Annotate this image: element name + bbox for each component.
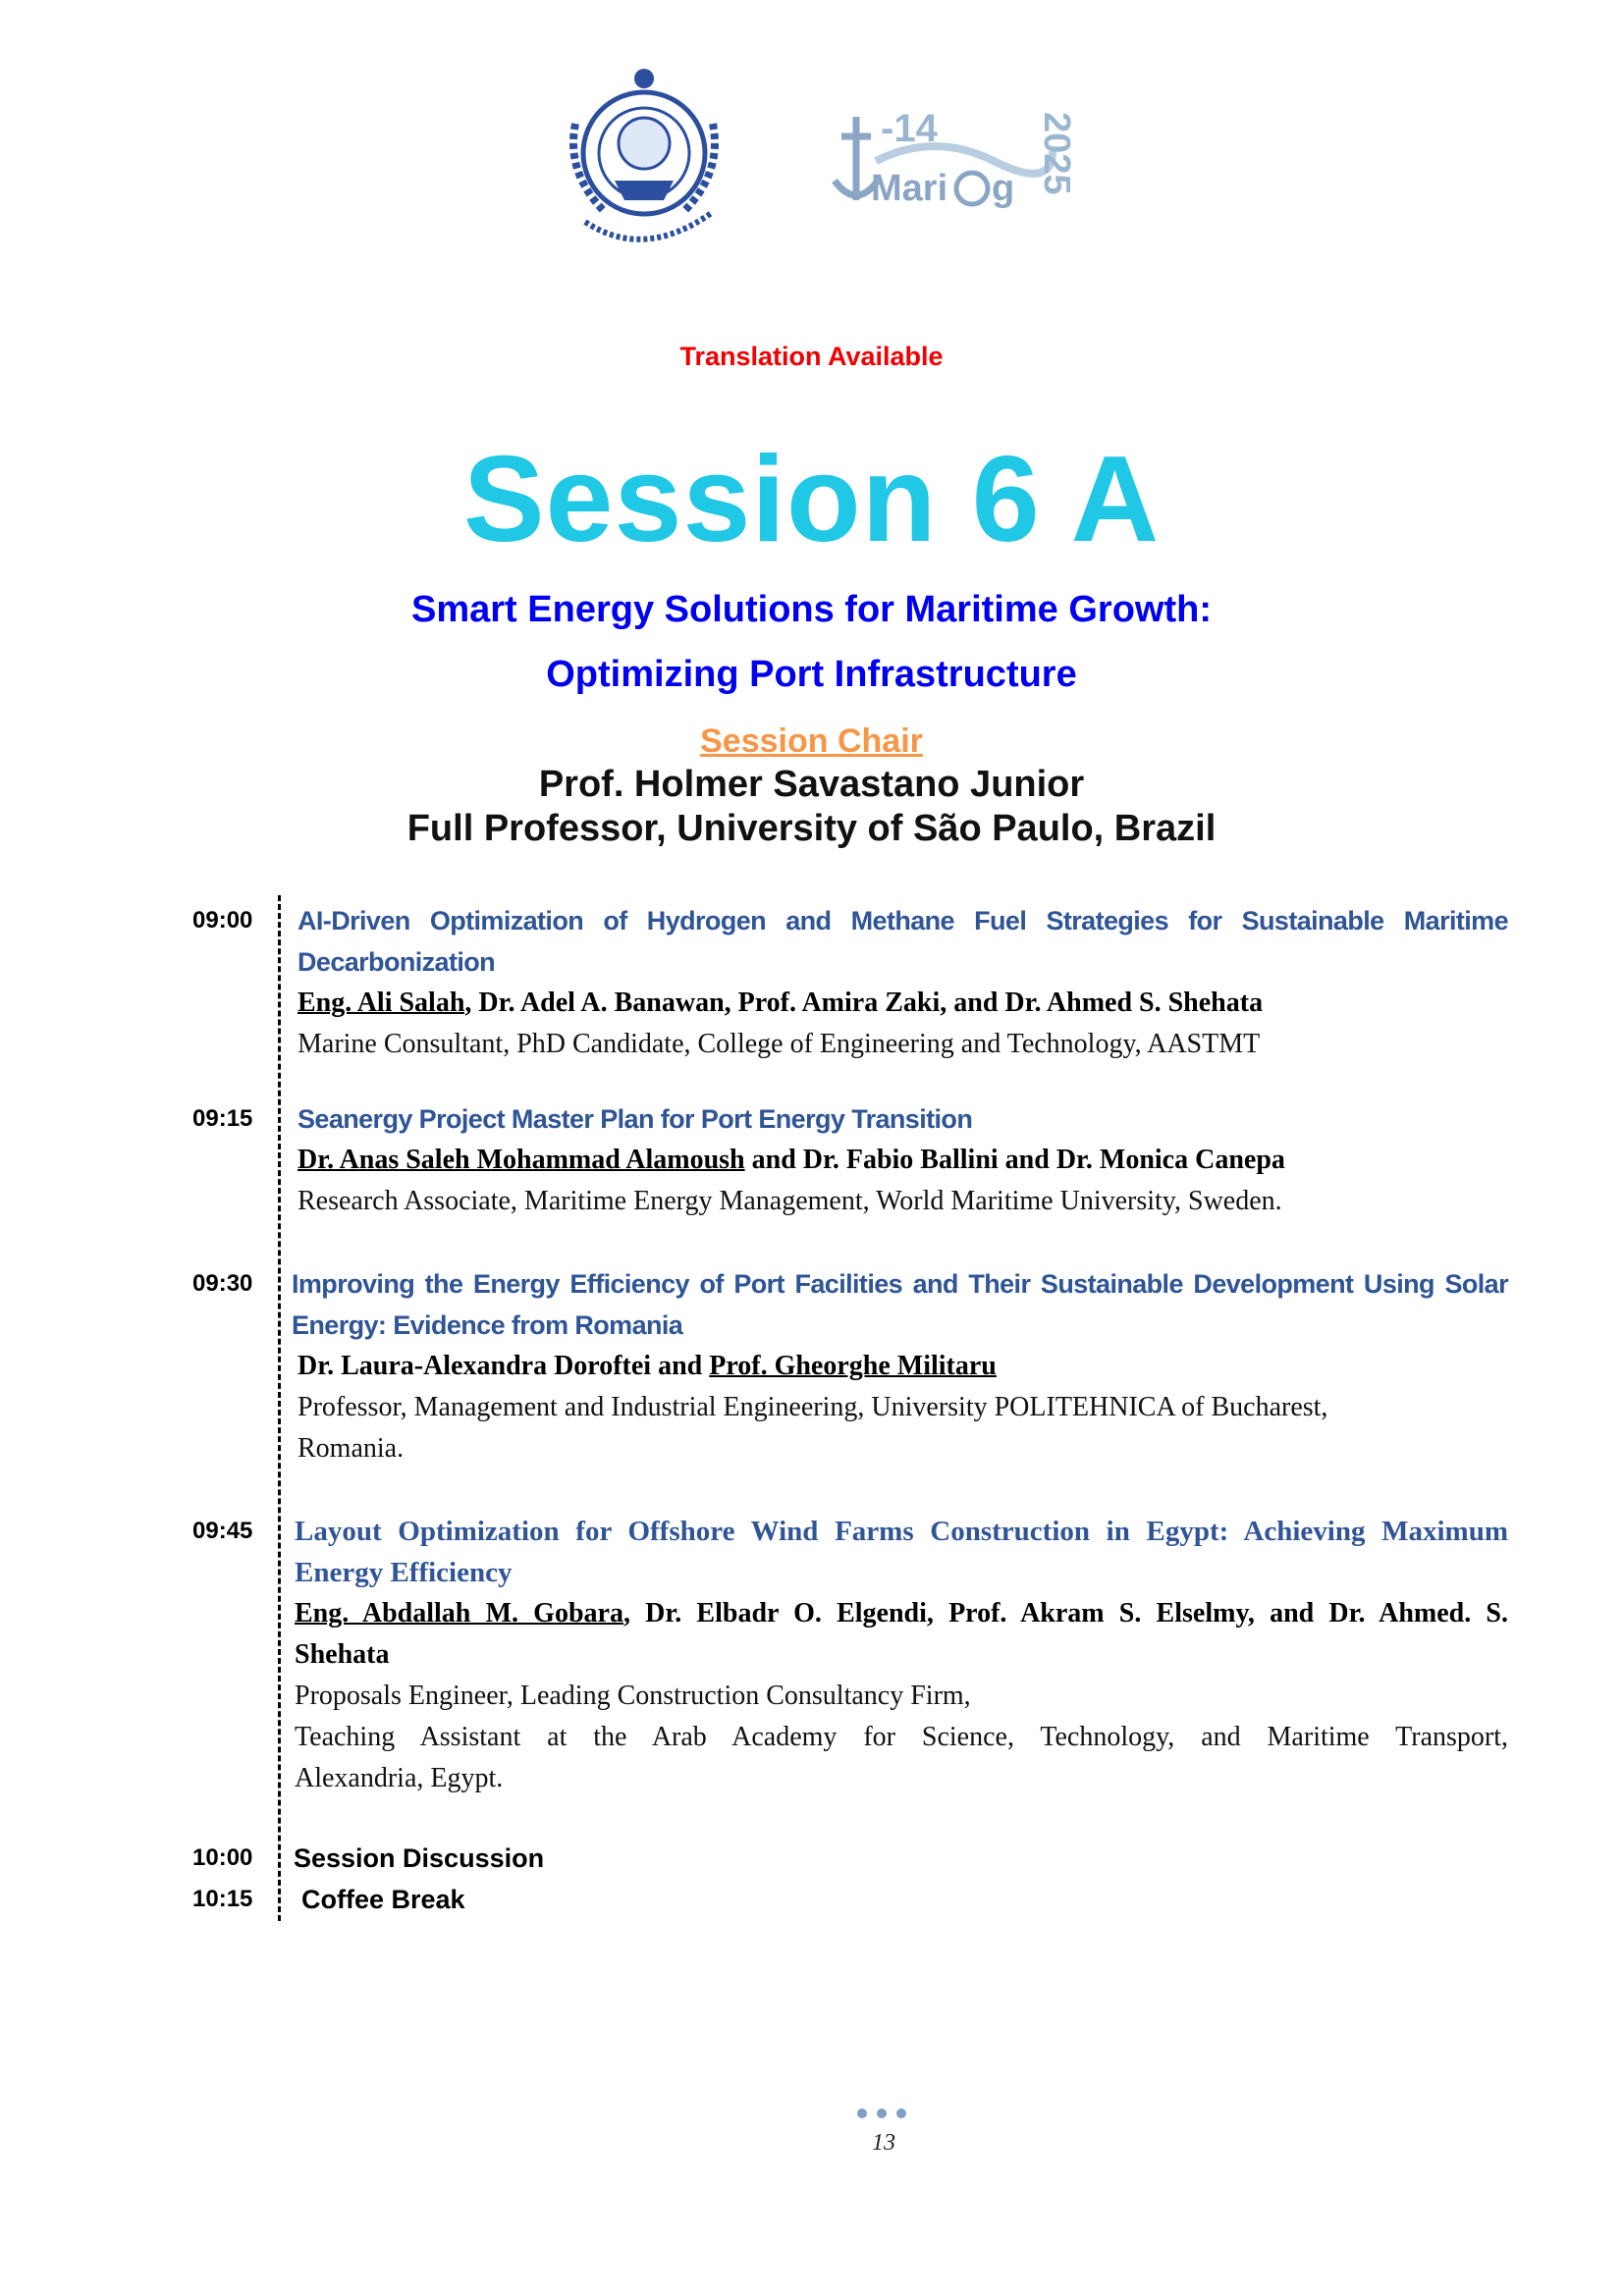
coffee-break: Coffee Break xyxy=(301,1885,465,1914)
author-affiliation: Teaching Assistant at the Arab Academy for Science, Technology, and Maritime Transport, xyxy=(295,1722,1508,1752)
co-authors: Shehata xyxy=(295,1639,390,1670)
schedule-item xyxy=(295,1511,1508,1799)
author-affiliation: Marine Consultant, PhD Candidate, College of Engineering and Technology, AASTMT xyxy=(298,1029,1261,1059)
chair-name: Prof. Holmer Savastano Junior xyxy=(538,764,1085,805)
presenting-author: Dr. Anas Saleh Mohammad Alamoush xyxy=(298,1145,745,1175)
author-affiliation: Proposals Engineer, Leading Construction Consultancy Firm, xyxy=(295,1681,971,1711)
svg-text:2025: 2025 xyxy=(1036,112,1077,195)
co-authors: and Dr. Fabio Ballini and Dr. Monica Canepa xyxy=(744,1145,1285,1175)
presenting-author: Prof. Gheorghe Militaru xyxy=(709,1351,997,1381)
session-subtitle-line-2: Optimizing Port Infrastructure xyxy=(546,654,1077,695)
talk-authors xyxy=(295,1634,1508,1676)
talk-title: Seanergy Project Master Plan for Port Energy Transition xyxy=(298,1104,973,1134)
talk-title: Energy: Evidence from Romania xyxy=(292,1310,683,1340)
presenting-author: Eng. Abdallah M. Gobara xyxy=(295,1598,623,1629)
translation-available-note: Translation Available xyxy=(679,342,944,371)
talk-authors xyxy=(295,1593,1508,1634)
talk-authors xyxy=(298,983,1508,1024)
time-label: 10:15 xyxy=(192,1886,253,1912)
talk-title: Energy Efficiency xyxy=(295,1557,513,1588)
session-chair-label: Session Chair xyxy=(700,722,923,760)
presenting-author: Eng. Ali Salah, xyxy=(298,988,472,1018)
svg-text:-14: -14 xyxy=(881,107,938,150)
co-authors: , Dr. Elbadr O. Elgendi, Prof. Akram S. Elselmy, and Dr. Ahmed. S. xyxy=(622,1598,1509,1629)
author-affiliation: Romania. xyxy=(298,1433,405,1464)
talk-title: Decarbonization xyxy=(298,947,496,977)
time-label: 09:30 xyxy=(192,1270,253,1297)
co-authors: Dr. Laura-Alexandra Doroftei and xyxy=(298,1351,710,1381)
time-label: 09:00 xyxy=(192,907,253,934)
talk-title: Layout Optimization for Offshore Wind Farms Construction in Egypt: Achieving Maximum xyxy=(295,1516,1508,1547)
time-label: 10:00 xyxy=(192,1844,253,1871)
session-title: Session 6 A xyxy=(462,432,1161,567)
time-label: 09:15 xyxy=(192,1105,253,1132)
author-affiliation: Professor, Management and Industrial Engineering, University POLITEHNICA of Bucharest, xyxy=(298,1392,1328,1422)
schedule-item xyxy=(298,900,1508,1065)
session-subtitle-line-1: Smart Energy Solutions for Maritime Growth: xyxy=(411,589,1212,630)
timeline-dashed-line xyxy=(278,895,281,1921)
talk-title: Improving the Energy Efficiency of Port Facilities and Their Sustainable Development Using Solar xyxy=(292,1269,1508,1299)
time-label: 09:45 xyxy=(192,1518,253,1544)
session-discussion: Session Discussion xyxy=(294,1843,545,1873)
svg-text:Mari: Mari xyxy=(871,168,948,209)
talk-authors xyxy=(298,1140,1508,1181)
talk-title: AI-Driven Optimization of Hydrogen and Methane Fuel Strategies for Sustainable Maritime xyxy=(298,906,1508,935)
page-number: 13 xyxy=(872,2130,895,2156)
schedule-item xyxy=(298,1098,1508,1222)
talk-authors xyxy=(292,1346,1508,1387)
footer-dots-ornament xyxy=(857,2109,906,2118)
academy-logo xyxy=(546,65,747,253)
author-affiliation: Research Associate, Maritime Energy Management, World Maritime University, Sweden. xyxy=(298,1186,1282,1216)
svg-text:g: g xyxy=(992,168,1015,209)
marilog-logo xyxy=(827,102,1082,222)
author-affiliation: Alexandria, Egypt. xyxy=(295,1763,504,1793)
co-authors: Dr. Adel A. Banawan, Prof. Amira Zaki, and Dr. Ahmed S. Shehata xyxy=(471,988,1264,1018)
schedule-item xyxy=(292,1263,1508,1469)
chair-affiliation: Full Professor, University of São Paulo, Brazil xyxy=(406,808,1217,849)
